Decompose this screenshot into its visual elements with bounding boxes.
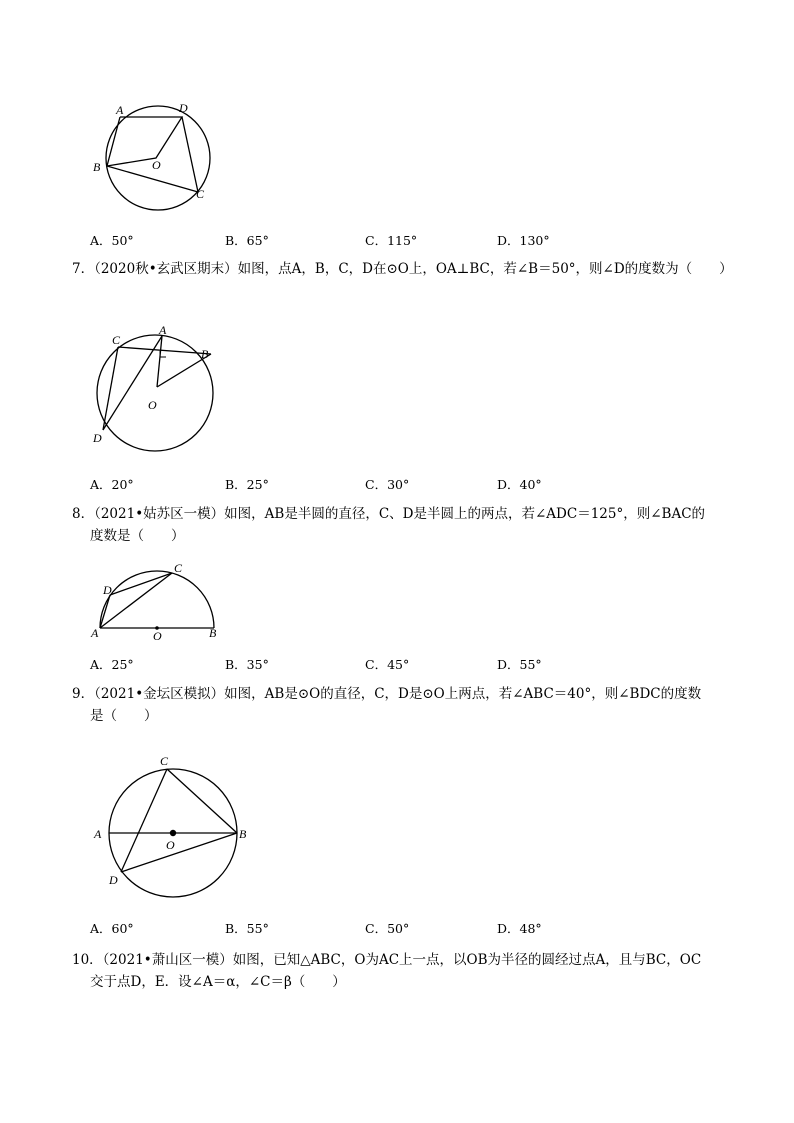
q8-label-d: D [103, 583, 112, 597]
q6-chord-dc [182, 117, 198, 192]
q9-label-o: O [166, 838, 175, 852]
q7-label-a: A [159, 323, 167, 337]
q8-stem-line1: 8．（2021•姑苏区一模）如图，AB是半圆的直径，C、D是半圆上的两点，若∠ADC＝125°，则∠BAC的 [72, 506, 706, 522]
q8-chord-ad [100, 595, 110, 628]
q7-chord-cb [118, 347, 211, 354]
q7-stem [72, 258, 732, 280]
q9-stem [72, 683, 732, 727]
q6-figure [90, 100, 220, 210]
q9-option-d: D．48° [497, 921, 542, 936]
q10-stem-line2: 交于点D，E．设∠A＝α，∠C＝β（ ） [90, 974, 346, 990]
q9-chord-db [121, 833, 237, 872]
q8-option-a: A．25° [90, 657, 134, 672]
q9-circle-diagram [88, 748, 258, 893]
q7-circle-diagram [88, 322, 223, 452]
q8-chord-ac [100, 573, 172, 628]
q7-label-d: D [93, 431, 102, 445]
q6-label-d: D [179, 101, 188, 115]
q9-option-b: B．55° [225, 921, 269, 936]
q8-label-c: C [174, 561, 183, 575]
q10-stem-line1: 10．（2021•萧山区一模）如图，已知△ABC，O为AC上一点，以OB为半径的圆经过点A，且与BC，OC [72, 952, 702, 968]
q6-option-a: A．50° [90, 233, 134, 248]
q7-option-d: D．40° [497, 477, 542, 492]
q8-label-a: A [91, 626, 99, 640]
q7-figure [88, 322, 223, 452]
q9-option-a: A．60° [90, 921, 134, 936]
q8-chord-dc [110, 573, 172, 595]
q6-label-b: B [93, 160, 101, 174]
q7-option-b: B．25° [225, 477, 269, 492]
q8-label-b: B [209, 626, 217, 640]
q9-options [90, 919, 710, 937]
q9-center-point [170, 830, 176, 836]
q8-stem [72, 503, 732, 547]
q6-label-c: C [196, 187, 205, 201]
q8-option-d: D．55° [497, 657, 542, 672]
q8-option-b: B．35° [225, 657, 269, 672]
q6-circle-diagram [90, 100, 220, 210]
q7-option-a: A．20° [90, 477, 134, 492]
q6-label-o: O [152, 158, 161, 172]
q7-stem-line1: 7．（2020秋•玄武区期末）如图，点A，B，C，D在⊙O上，OA⊥BC，若∠B＝50°，则∠D的度数为（ ） [72, 261, 733, 277]
q8-semicircle-arc [100, 571, 214, 628]
q9-label-a: A [94, 827, 102, 841]
q6-options [90, 231, 710, 249]
q6-option-b: B．65° [225, 233, 269, 248]
q9-chord-cb [167, 769, 237, 833]
q6-option-d: D．130° [497, 233, 550, 248]
q6-option-c: C．115° [365, 233, 418, 248]
q9-figure [88, 748, 258, 893]
q7-label-b: B [201, 347, 209, 361]
q8-stem-line2: 度数是（ ） [90, 528, 185, 544]
q8-label-o: O [153, 629, 162, 643]
q9-label-c: C [160, 754, 169, 768]
q8-option-c: C．45° [365, 657, 410, 672]
q8-semicircle-diagram [88, 558, 223, 643]
q9-label-d: D [109, 873, 118, 887]
q7-option-c: C．30° [365, 477, 410, 492]
q8-options [90, 655, 710, 673]
q6-quad-lines [107, 117, 182, 166]
q7-label-c: C [112, 333, 121, 347]
q8-figure [88, 558, 223, 643]
q9-label-b: B [239, 827, 247, 841]
q9-stem-line1: 9．（2021•金坛区模拟）如图，AB是⊙O的直径，C，D是⊙O上两点，若∠ABC＝40°，则∠BDC的度数 [72, 686, 702, 702]
q9-stem-line2: 是（ ） [90, 708, 158, 724]
q7-options [90, 475, 710, 493]
q6-label-a: A [116, 103, 124, 117]
q9-chord-cd [121, 769, 167, 872]
q10-stem [72, 949, 732, 993]
q9-option-c: C．50° [365, 921, 410, 936]
q7-label-o: O [148, 398, 157, 412]
